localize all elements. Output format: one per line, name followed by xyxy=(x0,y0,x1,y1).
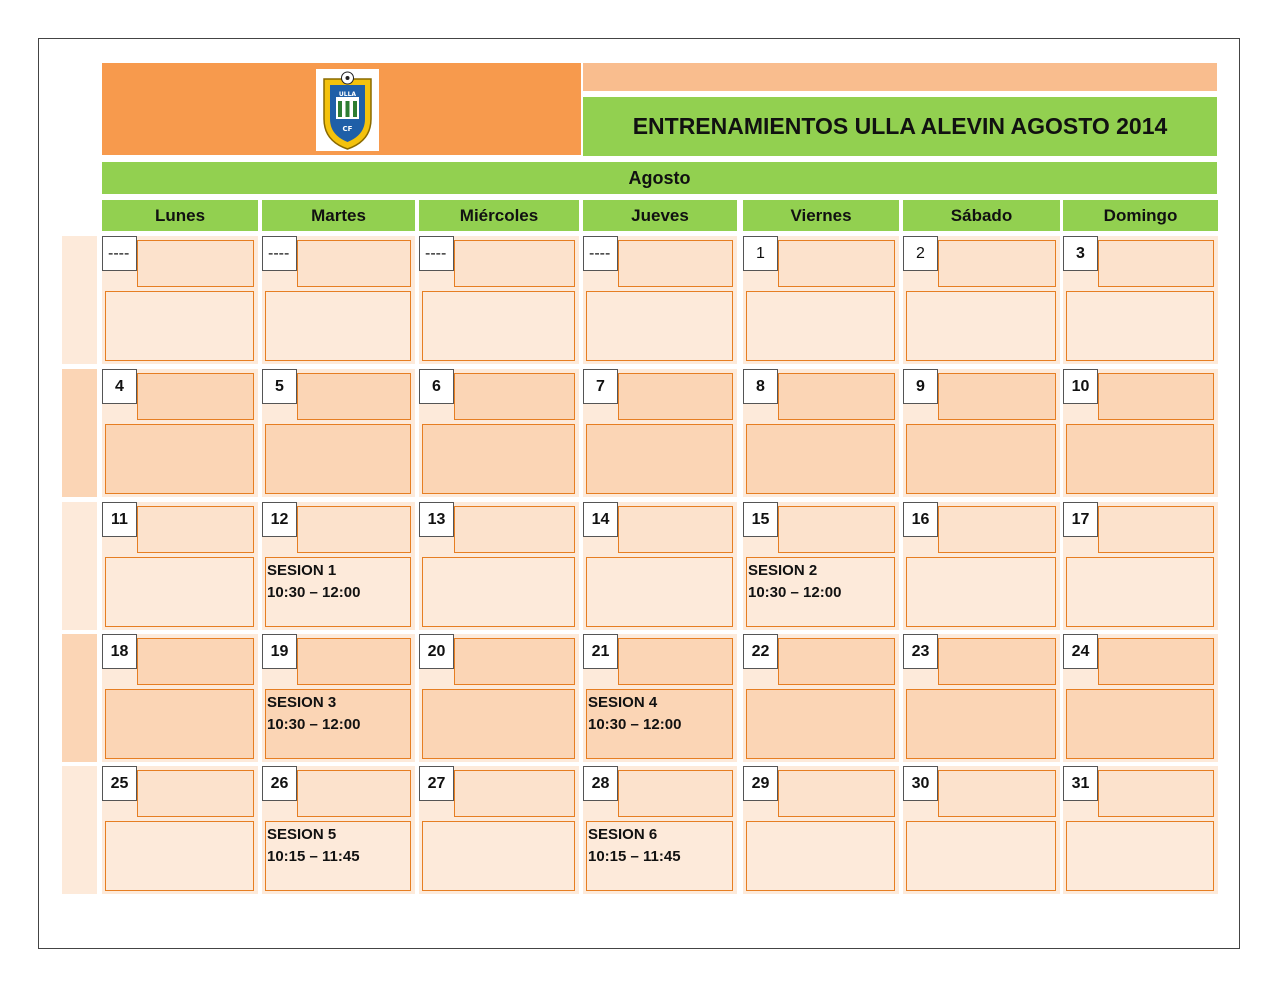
calendar-day-cell xyxy=(419,369,579,497)
day-header-box xyxy=(1098,506,1214,553)
day-header-box xyxy=(137,373,254,420)
title-accent-bar xyxy=(583,63,1217,91)
day-content-box xyxy=(746,424,895,494)
day-header-box xyxy=(137,638,254,685)
session-label: SESION 1 xyxy=(267,562,337,579)
day-number: 4 xyxy=(102,369,137,404)
week-strip-1 xyxy=(62,236,97,364)
day-header-box xyxy=(1098,373,1214,420)
day-number: 19 xyxy=(262,634,297,669)
day-header-box xyxy=(137,240,254,287)
session-time: 10:15 – 11:45 xyxy=(267,848,360,865)
day-header-box xyxy=(137,770,254,817)
day-number: ---- xyxy=(583,236,618,271)
day-header-6: Sábado xyxy=(903,200,1060,231)
day-content-box xyxy=(1066,291,1214,361)
day-header-box xyxy=(618,506,733,553)
day-content-box xyxy=(586,821,733,891)
svg-text:ULLA: ULLA xyxy=(338,91,357,98)
day-number: 30 xyxy=(903,766,938,801)
day-number: 16 xyxy=(903,502,938,537)
day-content-box xyxy=(746,821,895,891)
calendar-day-cell xyxy=(262,766,415,894)
day-header-box xyxy=(938,506,1056,553)
day-number: 1 xyxy=(743,236,778,271)
calendar-day-cell xyxy=(903,369,1060,497)
calendar-day-cell xyxy=(419,766,579,894)
day-header-5: Viernes xyxy=(743,200,899,231)
session-time: 10:30 – 12:00 xyxy=(748,584,842,601)
calendar-day-cell xyxy=(102,236,258,364)
day-number: 18 xyxy=(102,634,137,669)
day-number: 10 xyxy=(1063,369,1098,404)
day-content-box xyxy=(746,689,895,759)
week-strip-5 xyxy=(62,766,97,894)
day-content-box xyxy=(906,424,1056,494)
week-strip-2 xyxy=(62,369,97,497)
day-content-box xyxy=(105,821,254,891)
day-number: 23 xyxy=(903,634,938,669)
session-label: SESION 2 xyxy=(748,562,818,579)
day-number: 9 xyxy=(903,369,938,404)
day-header-box xyxy=(778,373,895,420)
day-header-box xyxy=(1098,638,1214,685)
day-content-box xyxy=(1066,424,1214,494)
day-content-box xyxy=(105,557,254,627)
day-number: 20 xyxy=(419,634,454,669)
day-header-2: Martes xyxy=(262,200,415,231)
day-header-box xyxy=(297,240,411,287)
calendar-day-cell xyxy=(743,766,899,894)
calendar-day-cell xyxy=(903,634,1060,762)
day-content-box xyxy=(746,291,895,361)
calendar-day-cell xyxy=(262,634,415,762)
day-content-box xyxy=(1066,821,1214,891)
day-number: 26 xyxy=(262,766,297,801)
day-number: 6 xyxy=(419,369,454,404)
week-strip-4 xyxy=(62,634,97,762)
calendar-day-cell xyxy=(1063,634,1218,762)
day-content-box xyxy=(906,689,1056,759)
day-header-7: Domingo xyxy=(1063,200,1218,231)
calendar-day-cell xyxy=(262,236,415,364)
calendar-day-cell xyxy=(743,369,899,497)
calendar-day-cell xyxy=(1063,766,1218,894)
calendar-day-cell xyxy=(419,236,579,364)
svg-text:CF: CF xyxy=(342,125,353,133)
day-content-box xyxy=(586,557,733,627)
day-number: 11 xyxy=(102,502,137,537)
day-header-box xyxy=(618,240,733,287)
day-number: 24 xyxy=(1063,634,1098,669)
day-content-box xyxy=(422,821,575,891)
day-header-box xyxy=(454,770,575,817)
day-number: 15 xyxy=(743,502,778,537)
day-number: 27 xyxy=(419,766,454,801)
day-number: 22 xyxy=(743,634,778,669)
day-content-box xyxy=(586,424,733,494)
week-strip-3 xyxy=(62,502,97,630)
day-number: 2 xyxy=(903,236,938,271)
day-header-box xyxy=(454,638,575,685)
day-number: 31 xyxy=(1063,766,1098,801)
day-header-box xyxy=(1098,240,1214,287)
day-number: 7 xyxy=(583,369,618,404)
calendar-day-cell xyxy=(743,634,899,762)
day-header-box xyxy=(778,240,895,287)
day-content-box xyxy=(265,689,411,759)
day-number: 21 xyxy=(583,634,618,669)
calendar-day-cell xyxy=(903,766,1060,894)
session-time: 10:30 – 12:00 xyxy=(267,716,361,733)
month-header: Agosto xyxy=(102,162,1217,194)
day-header-box xyxy=(454,240,575,287)
calendar-day-cell xyxy=(583,634,737,762)
day-header-box xyxy=(297,506,411,553)
day-content-box xyxy=(906,821,1056,891)
day-header-box xyxy=(938,770,1056,817)
day-header-box xyxy=(137,506,254,553)
calendar-day-cell xyxy=(1063,502,1218,630)
day-number: 25 xyxy=(102,766,137,801)
session-label: SESION 3 xyxy=(267,694,337,711)
calendar-day-cell xyxy=(583,766,737,894)
calendar-day-cell xyxy=(583,369,737,497)
day-header-4: Jueves xyxy=(583,200,737,231)
day-number: 17 xyxy=(1063,502,1098,537)
day-content-box xyxy=(906,291,1056,361)
day-number: 3 xyxy=(1063,236,1098,271)
day-header-box xyxy=(297,638,411,685)
day-header-box xyxy=(778,506,895,553)
calendar-day-cell xyxy=(102,634,258,762)
day-header-box xyxy=(297,770,411,817)
day-content-box xyxy=(586,291,733,361)
day-header-3: Miércoles xyxy=(419,200,579,231)
day-number: 29 xyxy=(743,766,778,801)
calendar-day-cell xyxy=(102,369,258,497)
day-header-1: Lunes xyxy=(102,200,258,231)
calendar-day-cell xyxy=(262,502,415,630)
session-label: SESION 6 xyxy=(588,826,658,843)
calendar-day-cell xyxy=(419,502,579,630)
day-number: ---- xyxy=(262,236,297,271)
day-content-box xyxy=(586,689,733,759)
day-header-box xyxy=(454,373,575,420)
day-content-box xyxy=(265,291,411,361)
day-content-box xyxy=(265,424,411,494)
day-content-box xyxy=(265,557,411,627)
session-time: 10:15 – 11:45 xyxy=(588,848,681,865)
day-content-box xyxy=(422,291,575,361)
day-header-box xyxy=(618,638,733,685)
session-label: SESION 5 xyxy=(267,826,337,843)
calendar-day-cell xyxy=(262,369,415,497)
day-content-box xyxy=(265,821,411,891)
day-number: 14 xyxy=(583,502,618,537)
day-content-box xyxy=(422,557,575,627)
day-content-box xyxy=(1066,689,1214,759)
day-header-box xyxy=(1098,770,1214,817)
day-header-box xyxy=(938,240,1056,287)
page-title: ENTRENAMIENTOS ULLA ALEVIN AGOSTO 2014 xyxy=(583,97,1217,156)
day-header-box xyxy=(454,506,575,553)
calendar-day-cell xyxy=(419,634,579,762)
calendar-day-cell xyxy=(903,502,1060,630)
day-number: 12 xyxy=(262,502,297,537)
calendar-day-cell xyxy=(102,502,258,630)
day-header-box xyxy=(938,373,1056,420)
day-number: 13 xyxy=(419,502,454,537)
day-number: ---- xyxy=(419,236,454,271)
day-number: ---- xyxy=(102,236,137,271)
day-header-box xyxy=(618,770,733,817)
club-logo xyxy=(316,69,379,151)
day-content-box xyxy=(105,689,254,759)
day-content-box xyxy=(906,557,1056,627)
session-time: 10:30 – 12:00 xyxy=(267,584,361,601)
calendar-day-cell xyxy=(743,502,899,630)
day-number: 28 xyxy=(583,766,618,801)
calendar-day-cell xyxy=(102,766,258,894)
day-number: 5 xyxy=(262,369,297,404)
day-header-box xyxy=(297,373,411,420)
day-header-box xyxy=(778,770,895,817)
day-content-box xyxy=(422,689,575,759)
calendar-day-cell xyxy=(1063,369,1218,497)
calendar-day-cell xyxy=(903,236,1060,364)
day-header-box xyxy=(778,638,895,685)
day-number: 8 xyxy=(743,369,778,404)
day-content-box xyxy=(1066,557,1214,627)
calendar-day-cell xyxy=(583,236,737,364)
day-header-box xyxy=(938,638,1056,685)
calendar-day-cell xyxy=(583,502,737,630)
day-content-box xyxy=(422,424,575,494)
day-content-box xyxy=(105,291,254,361)
calendar-day-cell xyxy=(1063,236,1218,364)
session-time: 10:30 – 12:00 xyxy=(588,716,682,733)
calendar-day-cell xyxy=(743,236,899,364)
session-label: SESION 4 xyxy=(588,694,658,711)
day-header-box xyxy=(618,373,733,420)
day-content-box xyxy=(105,424,254,494)
day-content-box xyxy=(746,557,895,627)
